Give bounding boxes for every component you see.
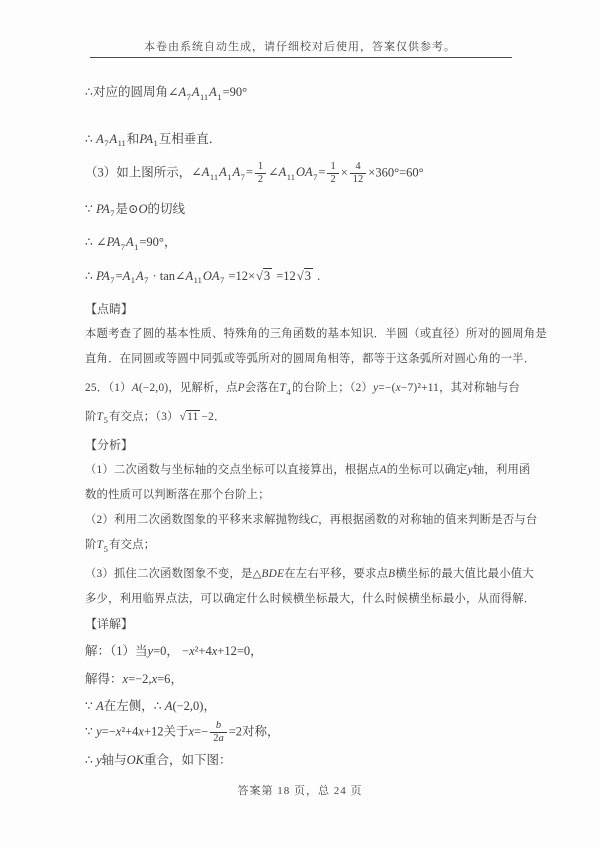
detail-line-2: 解得：x=−2,x=6，	[85, 671, 183, 686]
page-footer: 答案第 18 页，总 24 页	[237, 785, 363, 797]
header-note: 本卷由系统自动生成，请仔细校对后使用，答案仅供参考。	[144, 41, 456, 53]
sol24-line-4: ∵ $PA_7$是⊙O的切线	[85, 201, 186, 219]
analysis-line-1a: （1）二次函数与坐标轴的交点坐标可以直接算出，根据点A的坐标可以确定y轴，利用函	[85, 464, 531, 477]
sqrt-radical: √3	[256, 268, 271, 283]
key-line-1: 本题考查了圆的基本性质、特殊角的三角函数的基本知识．半圆（或直径）所对的圆周角是	[85, 328, 547, 341]
analysis-line-2a: （2）利用二次函数图象的平移来求解抛物线C，再根据函数的对称轴的值来判断是否与台	[85, 514, 538, 527]
q25-answer-line-1: 25．（1）A(−2,0)，见解析，点P会落在$T_4$的台阶上；（2）y=−(x−7)²+11，其对称轴与台	[85, 382, 520, 397]
sol24-line-2: ∴ $A_7A_{11}$和$PA_1$互相垂直．	[85, 131, 222, 148]
sqrt-radical: √11	[179, 410, 199, 423]
analysis-line-1b: 数的性质可以判断落在那个台阶上；	[85, 489, 270, 502]
q25-answer-line-2: 阶$T_5$有交点；（3）√11 −2．	[85, 405, 521, 434]
key-line-2: 直角．在同圆或等圆中同弧或等弧所对的圆周角相等，都等于这条弧所对圆心角的一半．	[85, 353, 536, 366]
sol24-line-6: ∴ $PA_7=A_1A_7$ · $\tan\angle A_{11}OA_7 =12\times√3 =12√3$ .	[85, 266, 521, 291]
analysis-line-3b: 多少，利用临界点法，可以确定什么时候横坐标最大，什么时候横坐标最小，从而得解．	[85, 592, 536, 605]
detail-line-4: ∵ y=−x²+4x+12关于x=− $\frac{b}{2a}$ =2对称，	[85, 719, 280, 744]
detail-line-3: ∵ A在左侧，∴ A(−2,0)，	[85, 698, 216, 713]
detail-label: 【详解】	[85, 616, 134, 631]
key-label: 【点睛】	[85, 302, 134, 317]
sol24-line-3: （3）如上图所示，$\angle A_{11}A_1A_7=$ $\frac{1}{2}$ $\angle A_{11}OA_7=$ $\frac{1}{2}$ × $\frac{4}{12}$ ×360°=60°	[85, 161, 424, 186]
detail-line-1: 解：（1）当y=0， −x²+4x+12=0，	[85, 643, 263, 658]
fraction: $\frac{4}{12}$	[350, 161, 367, 186]
analysis-line-3a: （3）抓住二次函数图象不变，是△BDE在左右平移，要求点B横坐标的最大值比最小值大	[85, 567, 534, 580]
fraction: $\frac{1}{2}$	[327, 161, 338, 186]
sqrt-radical: √3	[296, 268, 311, 283]
analysis-line-2b: 阶$T_5$有交点；	[85, 539, 156, 554]
content-area	[85, 70, 547, 770]
fraction: $\frac{1}{2}$	[255, 161, 266, 186]
detail-line-5: ∴ y轴与OK重合，如下图：	[85, 753, 232, 768]
analysis-label: 【分析】	[85, 438, 134, 453]
sol24-line-1: ∴对应的圆周角$\angle A_7A_{11}A_1=90^\circ$	[85, 85, 248, 102]
fraction: $\frac{b}{2a}$	[210, 720, 227, 745]
sol24-line-5: ∴ $\angle PA_7A_1=90^\circ$，	[85, 235, 177, 252]
header-rule	[90, 57, 512, 58]
